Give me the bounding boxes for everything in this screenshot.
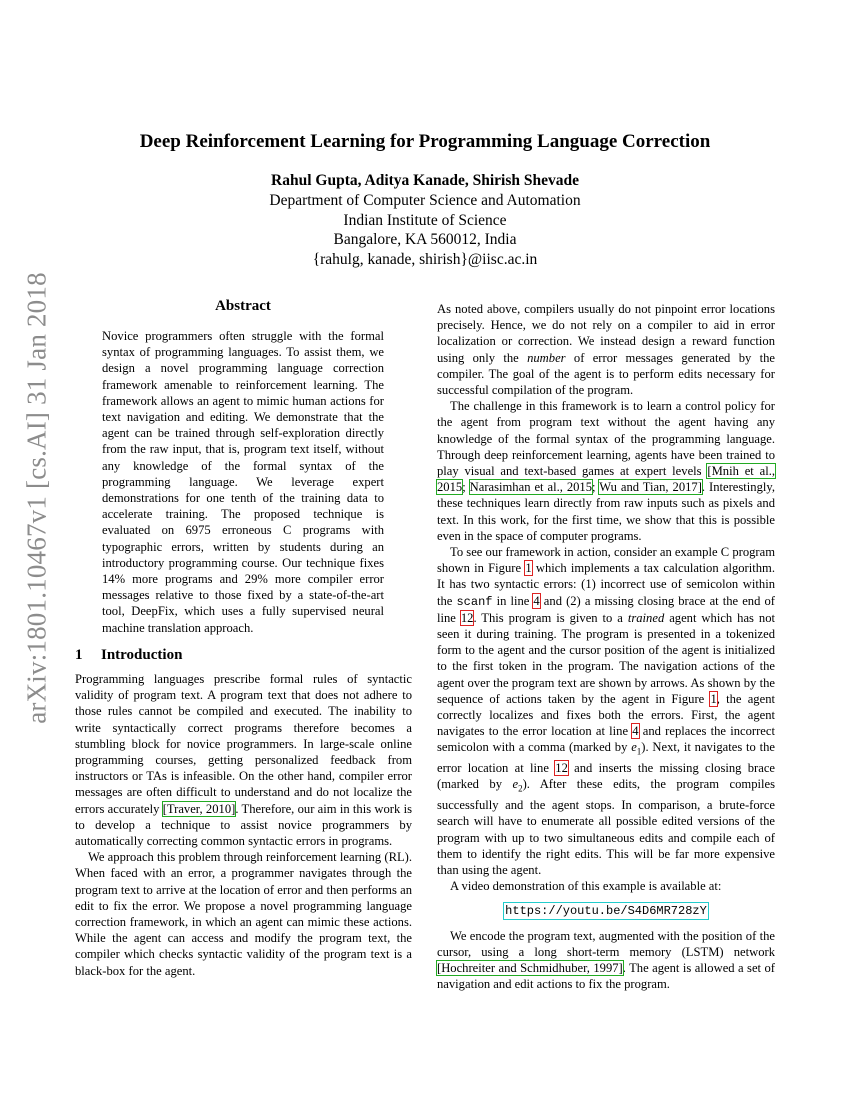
section-title: Introduction — [101, 647, 183, 663]
text-run: The challenge in this framework is to learn a control policy for the agent from program text without the agent having any knowledge of the formal syntax of the programming language. Through deep reinforcement learning, agents have been trained to play visual and text-based games at expert levels — [437, 399, 775, 479]
text-run: which implements a tax calculation algorithm. It has two syntactic errors: (1) incorrect use of semicolon within the — [437, 561, 775, 608]
text-run: and replaces the incorrect semicolon with a comma (marked by — [437, 724, 775, 755]
math-var: e — [631, 740, 637, 755]
abstract-body — [102, 328, 384, 636]
text-run: To see our framework in action, consider an example C program shown in Figure — [437, 545, 775, 576]
section-number: 1 — [75, 647, 83, 663]
emphasis: trained — [627, 610, 665, 625]
intro-paragraph-2: We approach this problem through reinforcement learning (RL). When faced with an error, a programmer navigates through the program text to arrive at the location of error and then performs an edit to fix the error. We propose a novel programming language correction framework, in which an agent can mimic these actions. While the agent can access and modify the program text, the compiler which checks syntactic validity of the program text is a black-box for the agent. — [75, 850, 412, 978]
text-run: agent which has not seen it during training. The program is presented in a tokenized form to the agent and the cursor position of the agent is initialized to the first token in the program. The navigation actions of the agent over the program text are shown by arrows. As shown by the sequence of actions taken by the agent in Figure — [437, 610, 775, 706]
intro-paragraph-1 — [75, 671, 412, 849]
right-column-body — [437, 301, 775, 992]
text-run: ). Next, it navigates to the error location at line — [437, 740, 775, 776]
citation-link[interactable]: Wu and Tian, 2017] — [599, 480, 702, 495]
math-subscript: 1 — [636, 747, 642, 757]
right-paragraph-5 — [437, 928, 775, 993]
math-var: e — [512, 777, 519, 792]
arxiv-sidebar-stamp — [18, 272, 56, 724]
text-run: We encode the program text, augmented with the position of the cursor, using a long short-term memory (LSTM) network — [437, 928, 775, 959]
text-run: As noted above, compilers usually do not pinpoint error locations precisely. Hence, we do not rely on a compiler to aid in error localization or correction. We instead design a reward function using only the — [437, 302, 775, 365]
abstract-heading: Abstract — [215, 298, 271, 314]
right-paragraph-1 — [437, 301, 775, 398]
text-run: and inserts the missing closing brace (marked by — [437, 761, 776, 792]
text-run: . This program is given to a — [473, 610, 628, 625]
figure-reference-link[interactable]: 1 — [710, 691, 717, 706]
line-reference-link[interactable]: 4 — [632, 724, 639, 739]
text-run: . Interestingly, these techniques learn directly from raw inputs such as pixels and text. In this work, for the first time, we show that this is possible even in the space of computer programs. — [437, 480, 776, 543]
affiliation-department: Department of Computer Science and Automation — [269, 192, 581, 209]
video-url-link[interactable]: https://youtu.be/S4D6MR728zY — [505, 904, 707, 919]
text-run: of error messages generated by the compiler. The goal of the agent is to perform edits necessary for successful compilation of the program. — [437, 350, 776, 398]
text-run: Programming languages prescribe formal rules of syntactic validity of program text. A program text that does not adhere to those rules cannot be compiled and executed. The inability to write syntactically correct programs therefore becomes a stumbling block for novice programmers. In large-scale online programming courses, getting personalized feedback from instructors or TAs is infeasible. On the other hand, compiler error messages are often difficult to understand and do not localize the errors accurately — [75, 672, 412, 816]
right-paragraph-3 — [437, 544, 775, 878]
paper-authors: Rahul Gupta, Aditya Kanade, Shirish Shevade — [271, 172, 579, 189]
math-subscript: 2 — [518, 783, 523, 794]
citation-link[interactable]: Narasimhan et al., 2015 — [469, 480, 593, 495]
text-run: . The agent is allowed a set of navigation and edit actions to fix the program. — [437, 960, 775, 992]
text-run: ; — [462, 480, 470, 495]
section-heading-introduction — [75, 647, 182, 664]
intro-body — [75, 671, 412, 979]
affiliation-address: Bangalore, KA 560012, India — [333, 231, 517, 248]
citation-link[interactable]: [Hochreiter and Schmidhuber, 1997] — [437, 960, 623, 975]
text-run: ; — [592, 480, 600, 495]
text-run: , the agent correctly localizes and fixes both the errors. First, the agent navigates to the error location at line — [437, 691, 775, 739]
inline-code: scanf — [456, 594, 493, 609]
video-url-line — [437, 902, 775, 919]
citation-link[interactable]: [Traver, 2010] — [162, 801, 236, 816]
right-paragraph-4: A video demonstration of this example is available at: — [450, 879, 722, 894]
citation-text: [Mnih et al., 2015 — [437, 464, 775, 495]
paper-title: Deep Reinforcement Learning for Programming Language Correction — [139, 131, 711, 152]
right-paragraph-2 — [437, 398, 775, 544]
affiliation-email: {rahulg, kanade, shirish}@iisc.ac.in — [312, 251, 538, 268]
line-reference-link[interactable]: 12 — [555, 761, 568, 776]
line-reference-link[interactable]: 4 — [533, 593, 540, 608]
math-e2 — [512, 777, 523, 794]
text-run: . Therefore, our aim in this work is to develop a technique to assist novice programmers by automatically correcting common syntactic errors in programs. — [75, 801, 412, 849]
abstract-paragraph: Novice programmers often struggle with the formal syntax of programming languages. To assist them, we design a novel programming language correction framework amenable to reinforcement learning. The framework allows an agent to mimic human actions for text navigation and editing. We demonstrate that the agent can be trained through self-exploration directly from the raw input, that is, program text itself, without any knowledge of the formal syntax of the programming language. We leverage expert demonstrations for one tenth of the training data to accelerate training. The proposed technique is evaluated on 6975 erroneous C programs with typographic errors, written by students during an introductory programming course. Our technique fixes 14% more programs and 29% more compiler error messages relative to those fixed by a state-of-the-art tool, DeepFix, which uses a fully supervised neural machine translation approach. — [102, 329, 384, 635]
emphasis: number — [527, 350, 566, 365]
text-run: in line — [492, 593, 534, 608]
arxiv-identifier: arXiv:1801.10467v1 [cs.AI] 31 Jan 2018 — [21, 272, 52, 724]
figure-reference-link[interactable]: 1 — [525, 561, 532, 576]
text-run: ). After these edits, the program compiles successfully and the agent stops. In comparison, a brute-force search will have to enumerate all possible edited versions of the program with up to two simultaneous edits and compile each of them to identify the right edits. This will be far more expensive than using the agent. — [437, 777, 775, 877]
text-run: and (2) a missing closing brace at the end of line — [437, 593, 775, 625]
line-reference-link[interactable]: 12 — [460, 610, 474, 625]
math-e1 — [631, 740, 642, 757]
affiliation-institute: Indian Institute of Science — [343, 212, 507, 229]
